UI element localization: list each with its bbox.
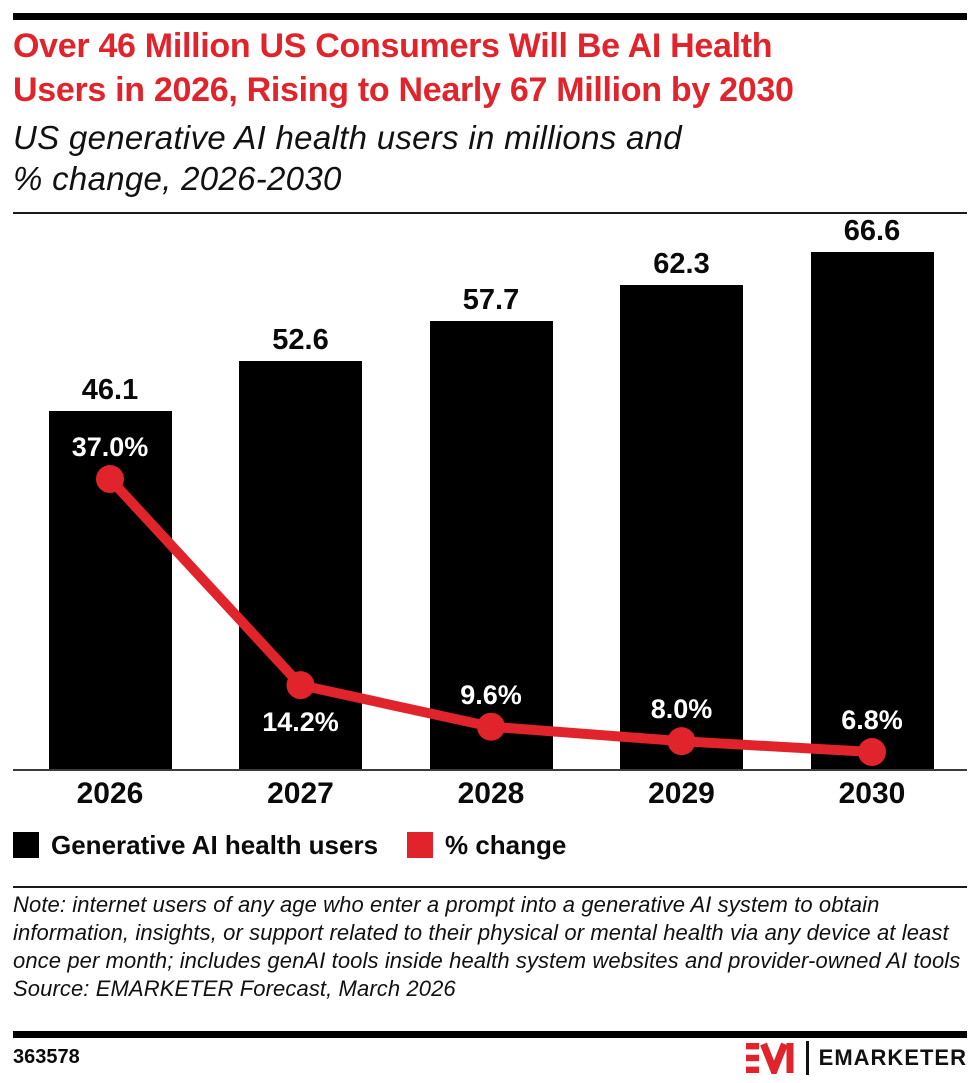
note-block xyxy=(13,891,967,1003)
x-axis-label-2026: 2026 xyxy=(76,777,144,810)
line-series-swatch xyxy=(407,832,433,858)
source-text: Source: EMARKETER Forecast, March 2026 xyxy=(13,976,456,1001)
bar-value-label-2026: 46.1 xyxy=(81,374,139,406)
x-axis-label-2029: 2029 xyxy=(648,777,715,810)
bottom-rule xyxy=(13,1031,967,1038)
pct-change-point-2028 xyxy=(477,713,505,741)
legend xyxy=(13,831,967,859)
pct-change-label-2027: 14.2% xyxy=(262,707,339,738)
note-text: Note: internet users of any age who enter a prompt into a generative AI system to obtain information, insights, or support related to their physical or mental health via any device at least once per month; includes genAI tools inside health system websites and provider-owned AI tools xyxy=(13,892,961,973)
pct-change-label-2026: 37.0% xyxy=(71,432,149,463)
brand-wordmark: EMARKETER xyxy=(818,1045,967,1070)
chart-subtitle-line1: US generative AI health users in millions and xyxy=(13,119,682,156)
chart-title-line1: Over 46 Million US Consumers Will Be AI Health xyxy=(13,27,773,65)
pct-change-point-2029 xyxy=(668,727,696,755)
top-rule xyxy=(13,13,967,20)
x-axis-label-2028: 2028 xyxy=(457,777,525,810)
pct-change-point-2030 xyxy=(858,738,886,766)
pct-change-label-2028: 9.6% xyxy=(460,679,522,710)
chart-title-line2: Users in 2026, Rising to Nearly 67 Million by 2030 xyxy=(13,71,794,109)
x-axis-labels xyxy=(13,777,967,813)
x-axis-label-2030: 2030 xyxy=(838,777,906,810)
bar-value-label-2028: 57.7 xyxy=(462,284,520,316)
chart-title xyxy=(13,24,973,112)
logo-separator xyxy=(806,1041,809,1075)
note-divider xyxy=(13,886,967,888)
legend-item-line xyxy=(407,831,566,859)
pct-change-label-2029: 8.0% xyxy=(650,694,713,725)
emarketer-logo xyxy=(746,1040,967,1076)
emarketer-logo-icon xyxy=(746,1042,794,1074)
bar-value-label-2029: 62.3 xyxy=(653,248,710,280)
bar-value-label-2030: 66.6 xyxy=(843,215,901,247)
legend-item-bars xyxy=(13,831,378,859)
pct-change-point-2026 xyxy=(96,465,124,493)
bar-series-swatch xyxy=(13,832,39,858)
chart-id: 363578 xyxy=(13,1046,80,1068)
line-series-label: % change xyxy=(445,829,567,860)
x-axis-label-2027: 2027 xyxy=(267,777,334,810)
pct-change-point-2027 xyxy=(287,671,315,699)
chart-subtitle-line2: % change, 2026-2030 xyxy=(13,160,342,197)
chart-subtitle xyxy=(13,117,973,199)
plot-area xyxy=(13,214,967,771)
bar-series-label: Generative AI health users xyxy=(51,829,379,860)
pct-change-label-2030: 6.8% xyxy=(841,705,903,736)
bar-value-label-2027: 52.6 xyxy=(272,324,329,356)
